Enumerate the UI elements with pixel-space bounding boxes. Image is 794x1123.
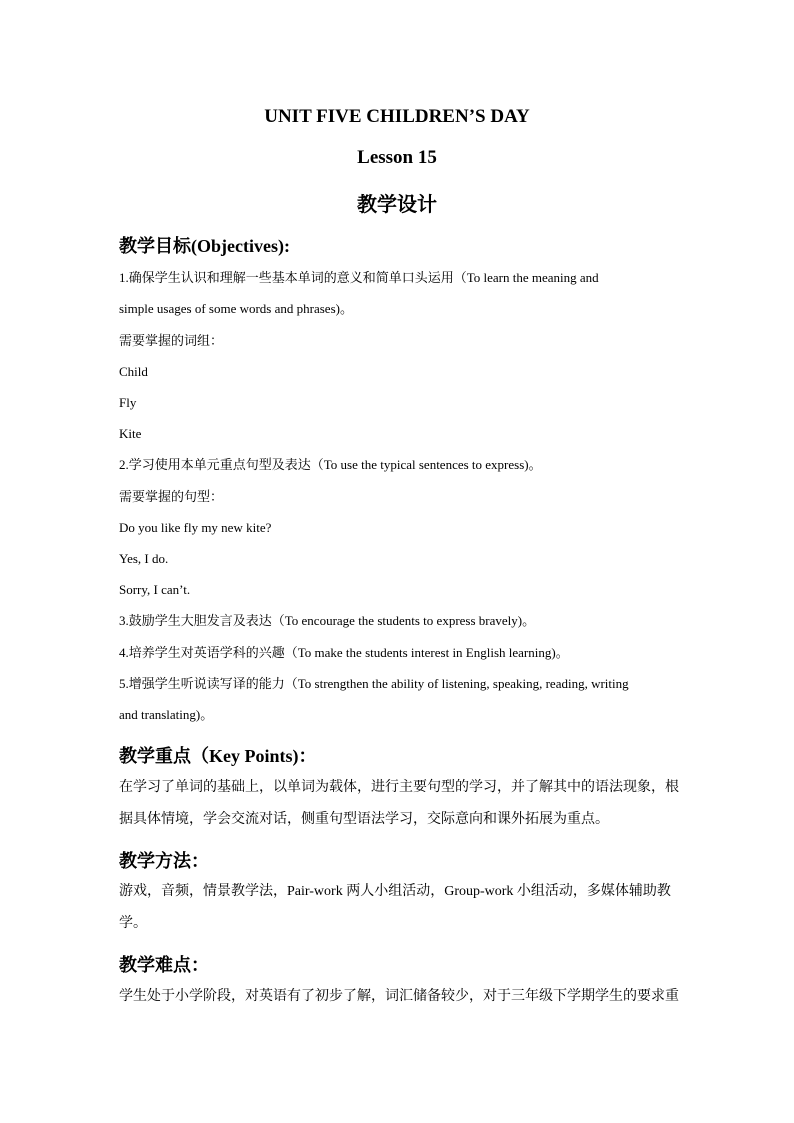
key-points-line-2: 据具体情境，学会交流对话，侧重句型语法学习，交际意向和课外拓展为重点。 bbox=[119, 812, 609, 827]
word-item: Child bbox=[119, 364, 148, 379]
methods-line-1: 游戏，音频，情景教学法，Pair-work 两人小组活动，Group-work 小组活动，多媒体辅助教 bbox=[119, 884, 671, 899]
objectives-heading: 教学目标(Objectives): bbox=[119, 236, 290, 256]
sentences-label: 需要掌握的句型： bbox=[119, 489, 224, 504]
key-points-line-1: 在学习了单词的基础上，以单词为载体，进行主要句型的学习，并了解其中的语法现象，根 bbox=[119, 780, 679, 795]
objective-item-2: 2.学习使用本单元重点句型及表达（To use the typical sentences to express)。 bbox=[119, 457, 542, 472]
methods-line-2: 学。 bbox=[119, 916, 147, 931]
sentence-item: Yes, I do. bbox=[119, 551, 169, 566]
sentence-item: Sorry, I can’t. bbox=[119, 582, 191, 597]
objective-item-1-line-1: 1.确保学生认识和理解一些基本单词的意义和简单口头运用（To learn the meaning and bbox=[119, 270, 599, 285]
objective-item-5-line-1: 5.增强学生听说读写译的能力（To strengthen the ability of listening, speaking, reading, writing bbox=[119, 676, 629, 691]
key-points-heading: 教学重点（Key Points)： bbox=[119, 746, 317, 766]
objective-item-5-line-2: and translating)。 bbox=[119, 707, 214, 722]
words-label: 需要掌握的词组： bbox=[119, 333, 224, 348]
difficulties-line-1: 学生处于小学阶段，对英语有了初步了解，词汇储备较少，对于三年级下学期学生的要求重 bbox=[119, 989, 679, 1004]
document-title: UNIT FIVE CHILDREN’S DAY bbox=[264, 106, 530, 127]
objective-item-1-line-2: simple usages of some words and phrases)。 bbox=[119, 301, 353, 316]
document-subtitle: 教学设计 bbox=[357, 194, 437, 216]
sentence-item: Do you like fly my new kite? bbox=[119, 520, 272, 535]
lesson-title: Lesson 15 bbox=[357, 147, 437, 168]
methods-heading: 教学方法： bbox=[119, 851, 209, 871]
objective-item-3: 3.鼓励学生大胆发言及表达（To encourage the students to express bravely)。 bbox=[119, 613, 536, 628]
word-item: Fly bbox=[119, 395, 137, 410]
word-item: Kite bbox=[119, 426, 142, 441]
objective-item-4: 4.培养学生对英语学科的兴趣（To make the students interest in English learning)。 bbox=[119, 645, 569, 660]
difficulties-heading: 教学难点： bbox=[119, 955, 209, 975]
